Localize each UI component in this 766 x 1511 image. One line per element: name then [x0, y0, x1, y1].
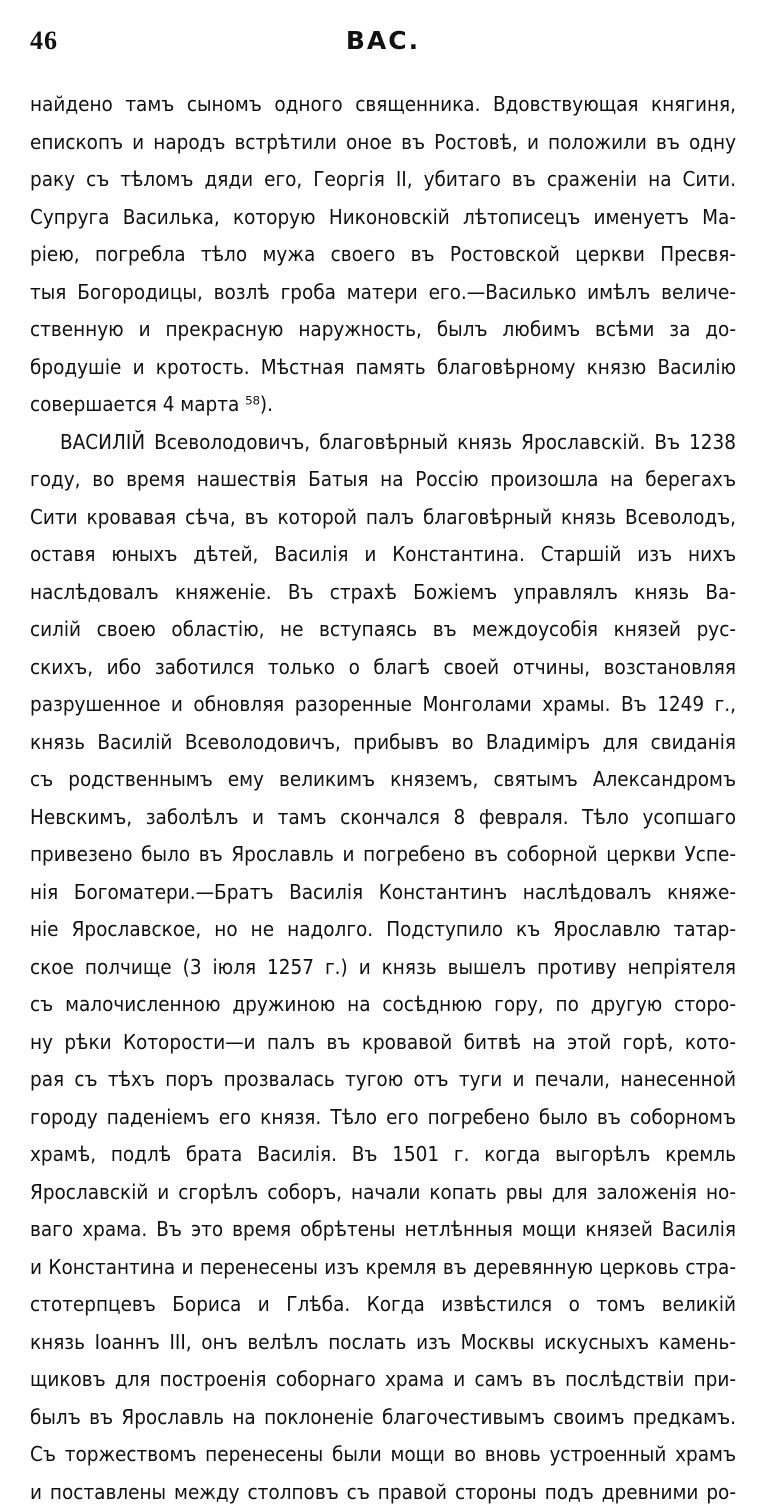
text-line: нія Богоматери.—Братъ Василія Константинъ наслѣдовалъ княже- [30, 874, 736, 912]
text-line: рая съ тѣхъ поръ прозвалась тугою отъ туги и печали, нанесенной [30, 1061, 736, 1099]
text-line: ніе Ярославское, но не надолго. Подступило къ Ярославлю татар- [30, 911, 736, 949]
text-line: Сити кровавая сѣча, въ которой палъ благовѣрный князь Всеволодъ, [30, 499, 736, 537]
text-line: ваго храма. Въ это время обрѣтены нетлѣнныя мощи князей Василія [30, 1211, 736, 1249]
body-text [30, 86, 736, 1511]
text-line: наслѣдовалъ княженіе. Въ страхѣ Божіемъ управлялъ князь Ва- [30, 574, 736, 612]
text-line: скихъ, ибо заботился только о благѣ своей отчины, возстановляя [30, 649, 736, 687]
text-line: найдено тамъ сыномъ одного священника. Вдовствующая княгиня, [30, 86, 736, 124]
text-line: разрушенное и обновляя разоренные Монголами храмы. Въ 1249 г., [30, 686, 736, 724]
text-line: щиковъ для построенія соборнаго храма и самъ въ послѣдствіи при- [30, 1361, 736, 1399]
text-line: оставя юныхъ дѣтей, Василія и Константина. Старшій изъ нихъ [30, 536, 736, 574]
text-line: князь Іоаннъ III, онъ велѣлъ послать изъ Москвы искусныхъ камень- [30, 1324, 736, 1362]
text-line: и поставлены между столповъ съ правой стороны подъ древними ро- [30, 1474, 736, 1511]
text-line: стотерпцевъ Бориса и Глѣба. Когда извѣстился о томъ великій [30, 1286, 736, 1324]
text-line: привезено было въ Ярославль и погребено въ соборной церкви Успе- [30, 836, 736, 874]
page-header [30, 26, 736, 60]
text-line: съ малочисленною дружиною на сосѣднюю гору, по другую сторо- [30, 986, 736, 1024]
text-line: съ родственнымъ ему великимъ княземъ, святымъ Александромъ [30, 761, 736, 799]
text-line: и Константина и перенесены изъ кремля въ деревянную церковь стра- [30, 1249, 736, 1287]
text-line: Ярославскій и сгорѣлъ соборъ, начали копать рвы для заложенія но- [30, 1174, 736, 1212]
text-line: ріею, погребла тѣло мужа своего въ Ростовской церкви Пресвя- [30, 236, 736, 274]
text-line: епископъ и народъ встрѣтили оное въ Ростовѣ, и положили въ одну [30, 124, 736, 162]
text-line: бродушіе и кротость. Мѣстная память благовѣрному князю Василію [30, 349, 736, 387]
text-line: ну рѣки Которости—и палъ въ кровавой битвѣ на этой горѣ, кото- [30, 1024, 736, 1062]
page-number: 46 [30, 26, 58, 56]
text-line: ское полчище (3 іюля 1257 г.) и князь вышелъ противу непріятеля [30, 949, 736, 987]
running-head: ВАС. [30, 26, 736, 55]
text-line: совершается 4 марта ⁵⁸). [30, 386, 736, 424]
text-line: году, во время нашествія Батыя на Россію произошла на берегахъ [30, 461, 736, 499]
text-line: храмѣ, подлѣ брата Василія. Въ 1501 г. когда выгорѣлъ кремль [30, 1136, 736, 1174]
text-line: Супруга Василька, которую Никоновскій лѣтописецъ именуетъ Ма- [30, 199, 736, 237]
text-line: Съ торжествомъ перенесены были мощи во вновь устроенный храмъ [30, 1436, 736, 1474]
text-line: раку съ тѣломъ дяди его, Георгія II, убитаго въ сраженіи на Сити. [30, 161, 736, 199]
text-line: ственную и прекрасную наружность, былъ любимъ всѣми за до- [30, 311, 736, 349]
text-line: былъ въ Ярославль на поклоненіе благочестивымъ своимъ предкамъ. [30, 1399, 736, 1437]
text-line: городу паденіемъ его князя. Тѣло его погребено было въ соборномъ [30, 1099, 736, 1137]
text-line: князь Василій Всеволодовичъ, прибывъ во Владиміръ для свиданія [30, 724, 736, 762]
text-line: тыя Богородицы, возлѣ гроба матери его.—Василько имѣлъ величе- [30, 274, 736, 312]
text-line: Невскимъ, заболѣлъ и тамъ скончался 8 февраля. Тѣло усопшаго [30, 799, 736, 837]
text-line: силій своею областію, не вступаясь въ междоусобія князей рус- [30, 611, 736, 649]
text-line: ВАСИЛІЙ Всеволодовичъ, благовѣрный князь Ярославскій. Въ 1238 [30, 424, 736, 462]
